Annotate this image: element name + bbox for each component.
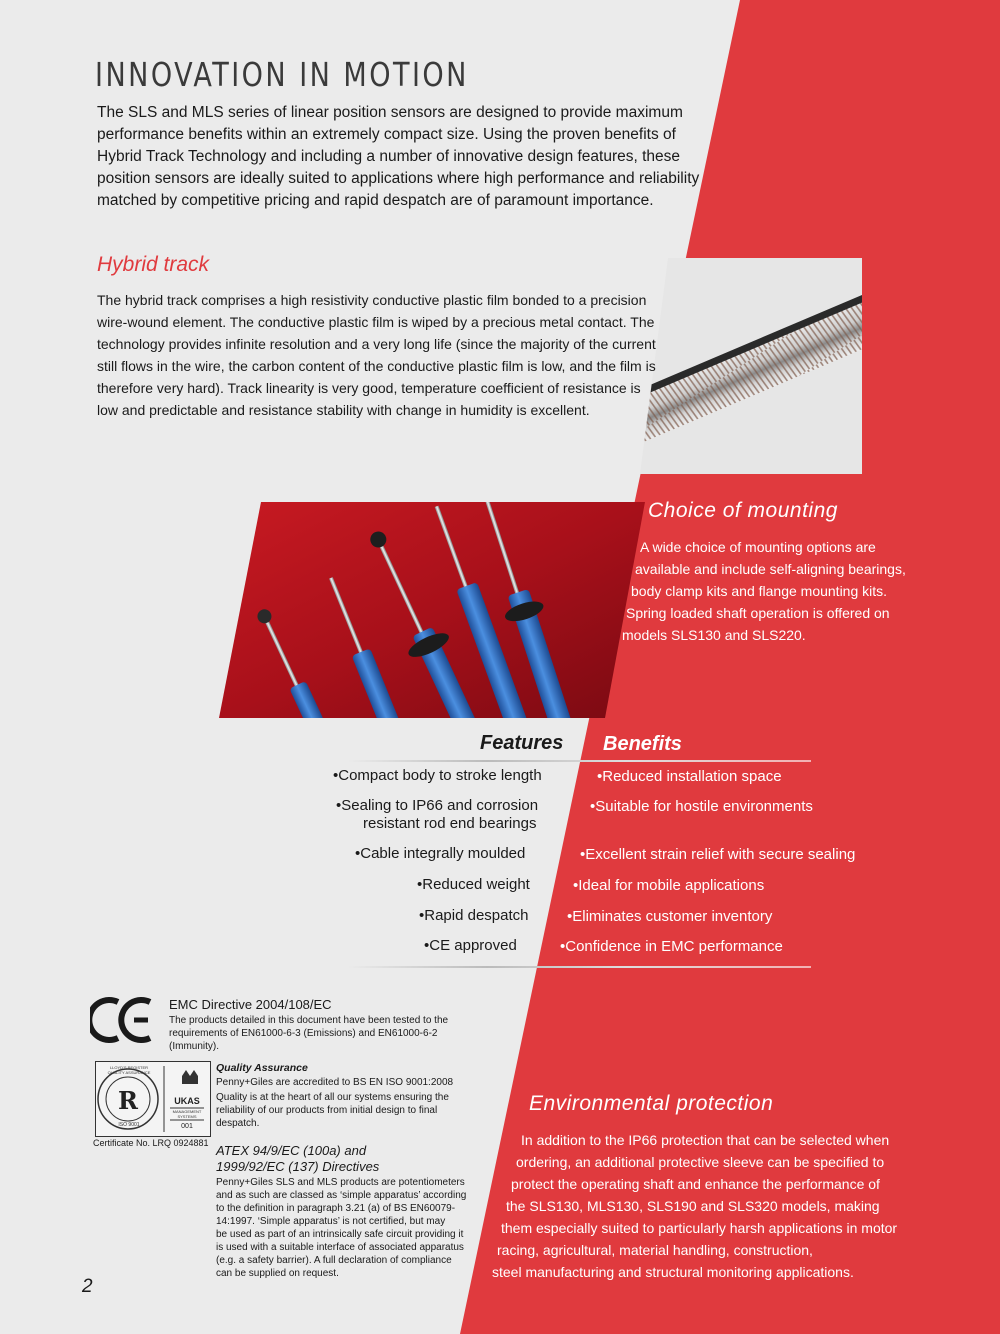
hybrid-track-paragraph: The hybrid track comprises a high resistivity conductive plastic film bonded to a precision wire-wound element. The conductive plastic film is wiped by a precious metal contact. The technology provides infinite resolution and a very long life (since the majority of the current still flows in the wire, the carbon content of the conductive plastic film is low, and the film is therefore very hard). Track linearity is very good, temperature coefficient of resistance is low and predictable and resistance stability with change in humidity is excellent. — [97, 292, 656, 418]
hybrid-track-heading: Hybrid track — [97, 253, 210, 276]
atex-title: ATEX 94/9/EC (100a) and — [216, 1143, 367, 1158]
lrqa-iso-text: ISO 9001 — [118, 1122, 140, 1128]
quality-line: despatch. — [216, 1118, 260, 1129]
emc-text: The products detailed in this document have been tested to the requirements of EN61000-6-3 (Emissions) and EN61000-6-2 (Immunity). — [169, 1015, 449, 1052]
environmental-line: racing, agricultural, material handling, construction, — [497, 1242, 813, 1258]
benefit-item: •Reduced installation space — [597, 768, 782, 785]
atex-line: to the definition in paragraph 3.21 (a) of BS EN60079- — [216, 1203, 456, 1214]
atex-title: 1999/92/EC (137) Directives — [216, 1159, 380, 1174]
ce-mark-logo — [90, 996, 156, 1044]
features-bottom-rule — [348, 966, 811, 968]
atex-line: Penny+Giles SLS and MLS products are potentiometers — [216, 1177, 465, 1188]
lrqa-ring-text: LLOYD'S REGISTER QUALITY ASSURANCE — [107, 1065, 151, 1075]
benefit-item: •Confidence in EMC performance — [560, 938, 783, 955]
lrqa-r-mark: R — [118, 1086, 138, 1115]
quality-certification-logo — [95, 1061, 211, 1137]
features-top-rule — [348, 760, 811, 762]
quality-title: Quality Assurance — [216, 1062, 308, 1074]
mounting-line: Spring loaded shaft operation is offered on — [626, 605, 890, 621]
mounting-line: body clamp kits and flange mounting kits. — [631, 583, 888, 599]
benefit-item: •Suitable for hostile environments — [590, 798, 813, 815]
emc-title: EMC Directive 2004/108/EC — [169, 997, 332, 1012]
atex-line: and as such are classed as ‘simple apparatus’ according — [216, 1190, 467, 1201]
page-title: INNOVATION IN MOTION — [95, 55, 469, 94]
environmental-line: protect the operating shaft and enhance the performance of — [511, 1176, 880, 1192]
atex-line: be used as part of an intrinsically safe circuit providing it — [216, 1229, 464, 1240]
mounting-line: A wide choice of mounting options are — [640, 539, 876, 555]
mounting-line: models SLS130 and SLS220. — [622, 627, 806, 643]
feature-item: •Cable integrally moulded — [355, 845, 526, 862]
ukas-text: UKAS — [174, 1096, 200, 1106]
feature-item: •Compact body to stroke length — [333, 767, 542, 784]
environmental-line: them especially suited to particularly harsh applications in motor — [501, 1220, 898, 1236]
atex-line: (e.g. a safety barrier). A full declaration of compliance — [216, 1255, 452, 1266]
page-number: 2 — [82, 1276, 93, 1297]
environmental-heading: Environmental protection — [529, 1092, 774, 1115]
benefits-heading: Benefits — [603, 733, 682, 755]
environmental-line: In addition to the IP66 protection that can be selected when — [521, 1132, 890, 1148]
atex-line: is used with a suitable interface of associated apparatus — [216, 1242, 464, 1253]
feature-item: •CE approved — [424, 937, 517, 954]
feature-item: •Rapid despatch — [419, 907, 529, 924]
ukas-number-text: 001 — [181, 1123, 193, 1130]
intro-paragraph: The SLS and MLS series of linear position sensors are designed to provide maximum performance benefits within an extremely compact size. Using the proven benefits of Hybrid Track Technology and including a number of innovative design features, these position sensors are ideally suited to applications where high performance and reliability matched by competitive pricing and rapid despatch are of paramount importance. — [97, 104, 700, 209]
quality-line: Penny+Giles are accredited to BS EN ISO 9001:2008 — [216, 1077, 454, 1088]
hybrid-track-image — [640, 258, 862, 474]
ukas-management-systems-text: MANAGEMENT SYSTEMS — [172, 1109, 202, 1119]
benefit-item: •Eliminates customer inventory — [567, 908, 773, 925]
sensors-product-image — [219, 502, 645, 718]
mounting-heading: Choice of mounting — [648, 499, 838, 522]
feature-item: •Sealing to IP66 and corrosion — [336, 797, 539, 814]
atex-line: can be supplied on request. — [216, 1268, 339, 1279]
mounting-line: available and include self-aligning bearings, — [635, 561, 906, 577]
feature-item: •Reduced weight — [417, 876, 530, 893]
certificate-number: Certificate No. LRQ 0924881 — [93, 1138, 209, 1148]
quality-line: Quality is at the heart of all our systems ensuring the — [216, 1092, 449, 1103]
quality-line: reliability of our products from initial design to final — [216, 1105, 438, 1116]
features-heading: Features — [480, 732, 564, 754]
atex-line: 14:1997. ‘Simple apparatus’ is not certified, but may — [216, 1216, 446, 1227]
environmental-line: the SLS130, MLS130, SLS190 and SLS320 models, making — [506, 1198, 880, 1214]
environmental-line: steel manufacturing and structural monitoring applications. — [492, 1264, 854, 1280]
feature-item: resistant rod end bearings — [363, 815, 537, 832]
benefit-item: •Ideal for mobile applications — [573, 877, 765, 894]
benefit-item: •Excellent strain relief with secure sealing — [580, 846, 856, 863]
environmental-line: ordering, an additional protective sleeve can be specified to — [516, 1154, 885, 1170]
